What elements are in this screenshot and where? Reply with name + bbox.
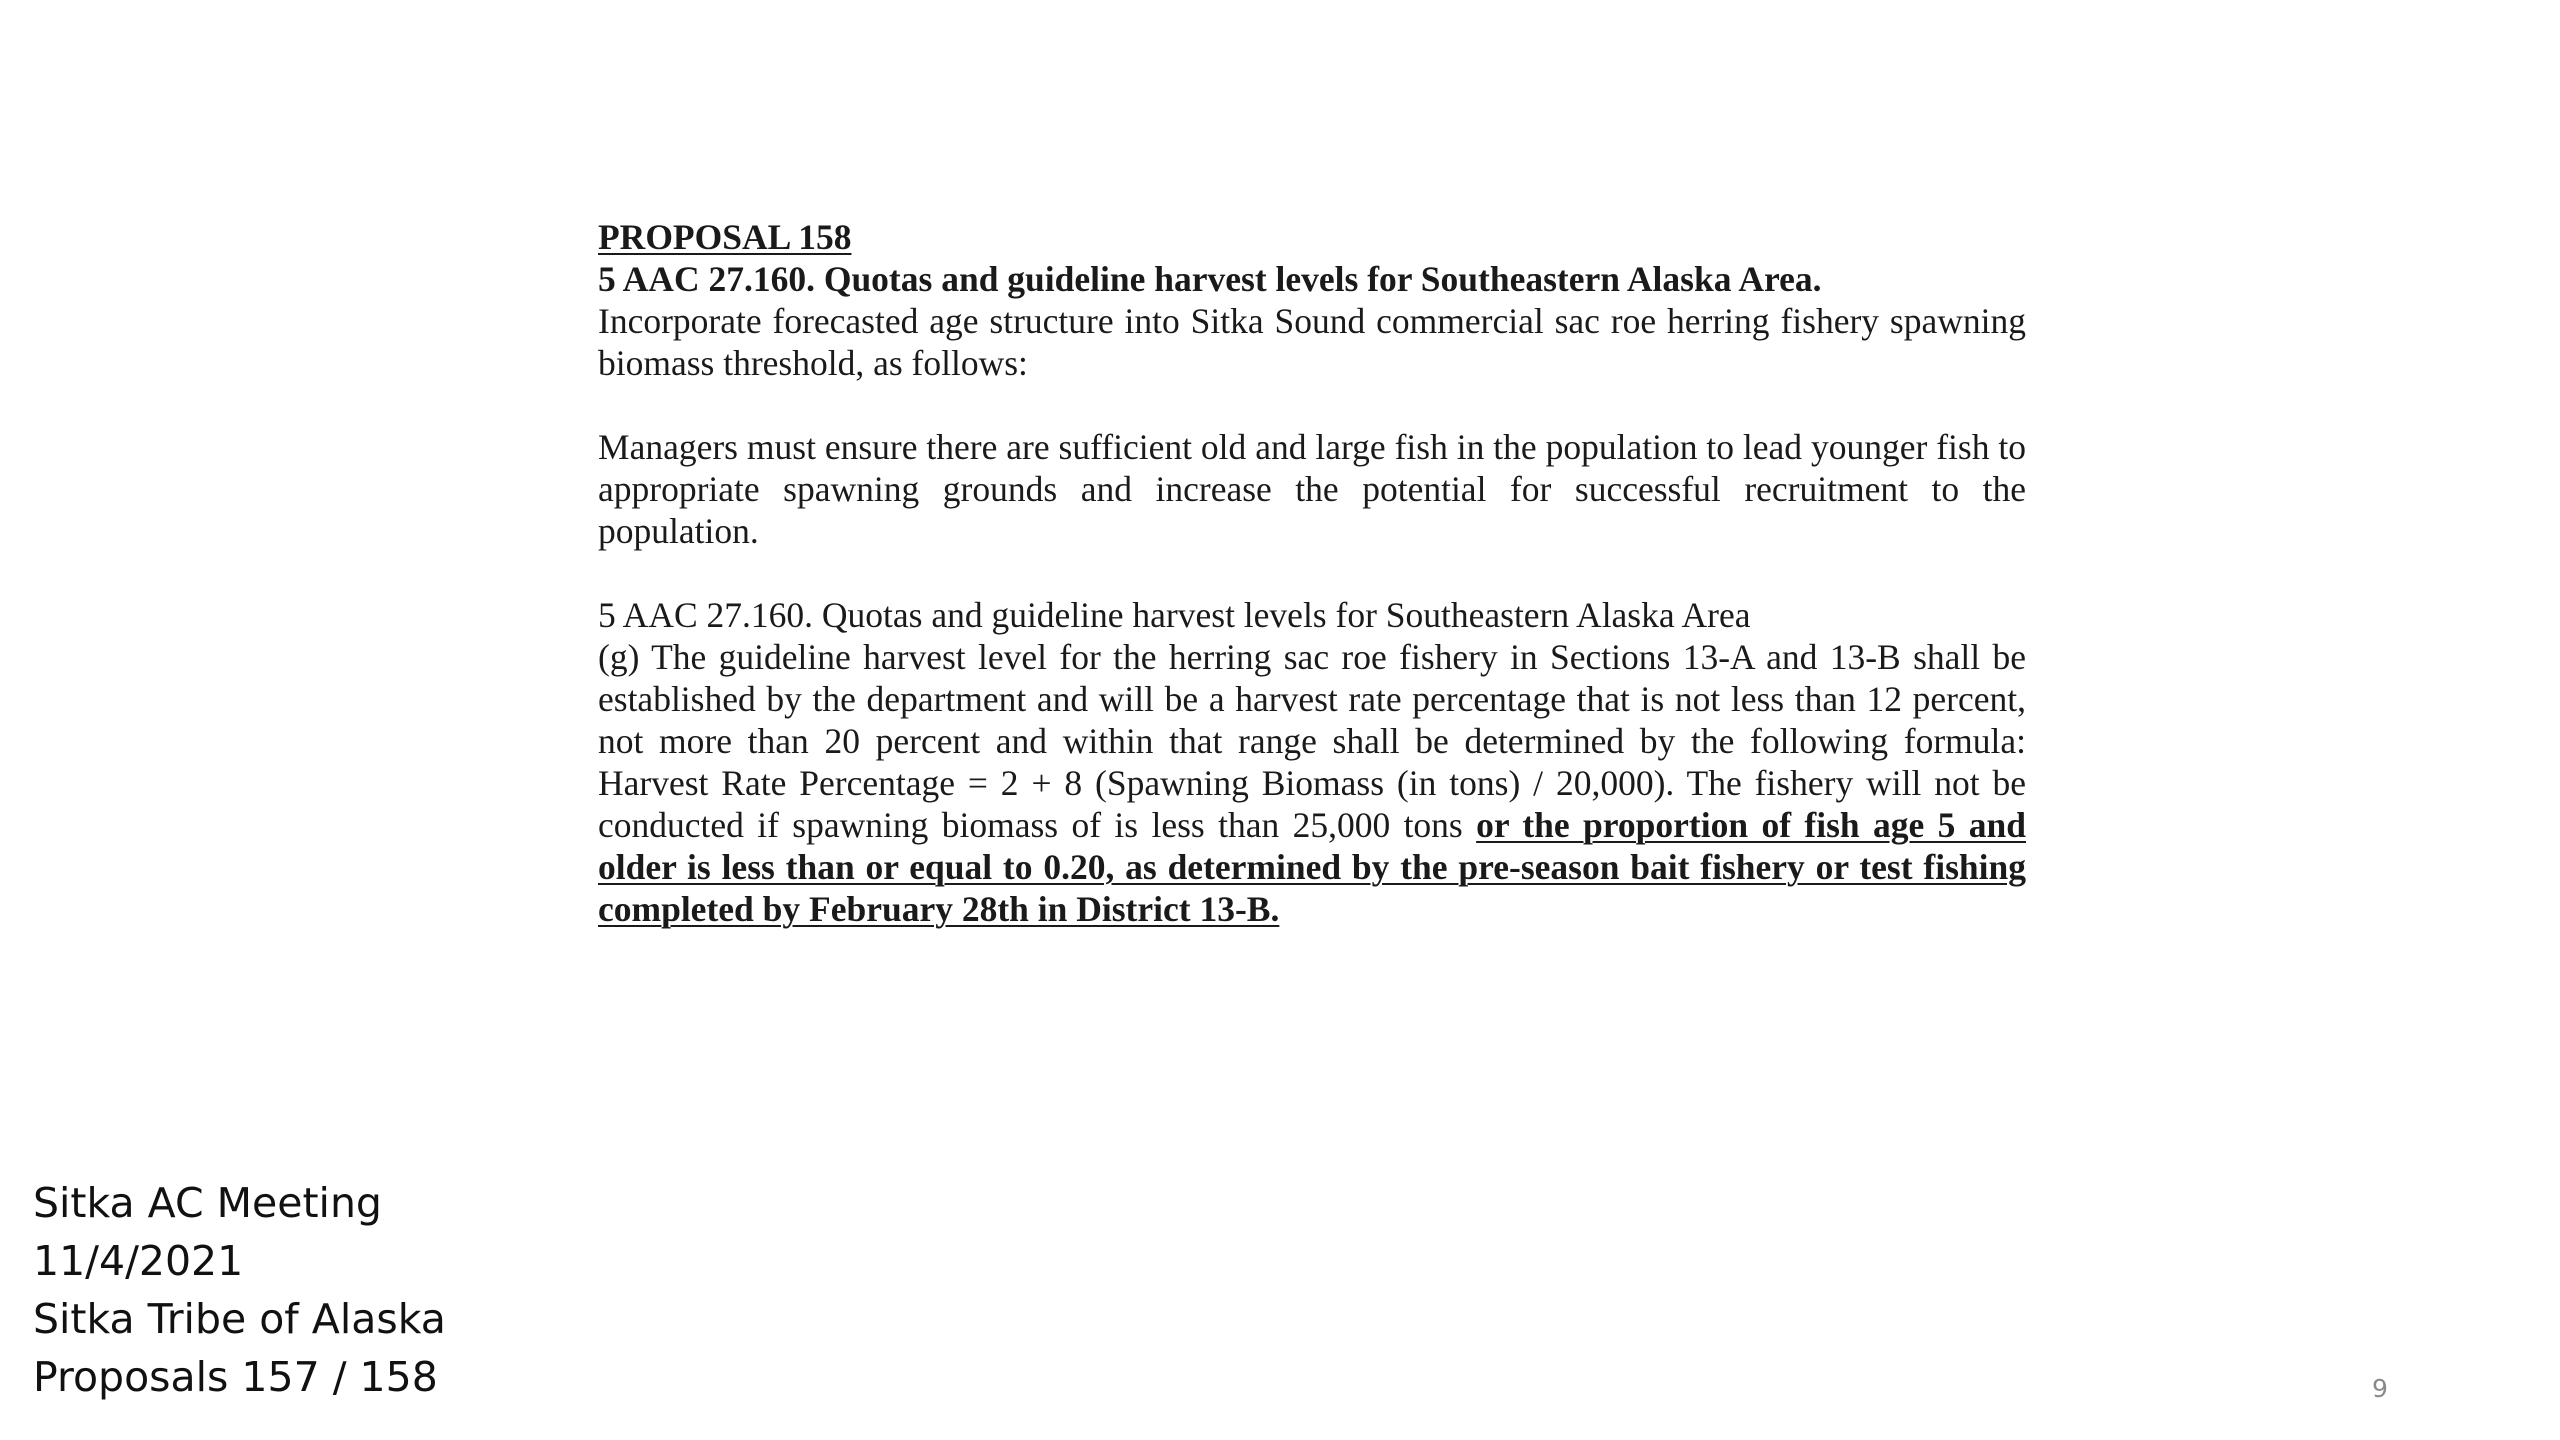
proposed-amendment-text: or the proportion of fish age 5 and older is less than or equal to 0.20, as determined by the pre-season bait fishery or test fishing completed by February 28th in District 13-B. — [598, 805, 2026, 929]
subsection-g-paragraph — [598, 636, 2026, 930]
paragraph-spacer — [598, 552, 2026, 594]
meeting-name: Sitka AC Meeting — [33, 1179, 382, 1227]
regulation-reference: 5 AAC 27.160. Quotas and guideline harvest levels for Southeastern Alaska Area — [598, 595, 1751, 635]
proposals-label: Proposals 157 / 158 — [33, 1353, 438, 1401]
organization-name: Sitka Tribe of Alaska — [33, 1295, 446, 1343]
slide-number: 9 — [2372, 1374, 2388, 1403]
intro-paragraph: Incorporate forecasted age structure into Sitka Sound commercial sac roe herring fishery spawning biomass threshold, as follows: — [598, 301, 2026, 383]
proposal-title: PROPOSAL 158 — [598, 217, 852, 257]
meeting-info — [33, 1174, 446, 1406]
regulation-heading: 5 AAC 27.160. Quotas and guideline harvest levels for Southeastern Alaska Area. — [598, 259, 1822, 299]
subsection-g-text: (g) The guideline harvest level for the herring sac roe fishery in Sections 13-A and 13-B shall be established by the department and will be a harvest rate percentage that is not less than 12 percent, not more than 20 percent and within that range shall be determined by the following formula: Harvest Rate Percentage = 2 + 8 (Spawning Biomass (in tons) / 20,000). The fishery will not be conducted if spawning biomass of is less than 25,000 tons — [598, 637, 2026, 845]
proposal-document-excerpt — [598, 216, 2026, 930]
meeting-date: 11/4/2021 — [33, 1237, 244, 1285]
rationale-paragraph: Managers must ensure there are sufficient old and large fish in the population to lead younger fish to appropriate spawning grounds and increase the potential for successful recruitment to the population. — [598, 427, 2026, 551]
paragraph-spacer — [598, 384, 2026, 426]
